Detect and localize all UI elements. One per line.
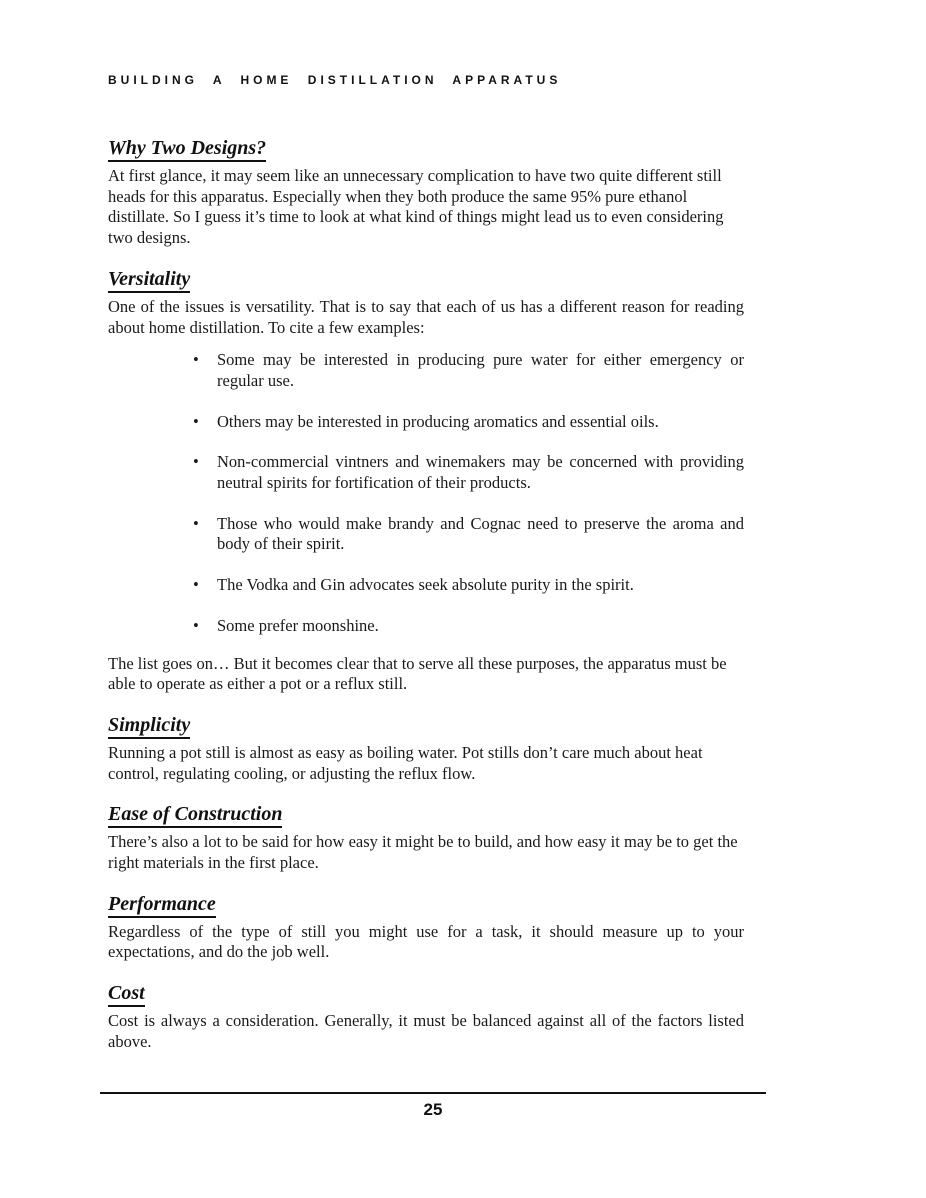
list-item-text: The Vodka and Gin advocates seek absolute purity in the spirit. <box>217 575 634 595</box>
paragraph: Cost is always a consideration. Generally, it must be balanced against all of the factors listed above. <box>108 1011 744 1051</box>
paragraph: There’s also a lot to be said for how easy it might be to build, and how easy it may be to get the right materials in the first place. <box>108 832 738 873</box>
bullet-icon: • <box>193 575 199 595</box>
page-content <box>108 136 744 1071</box>
running-header: BUILDING A HOME DISTILLATION APPARATUS <box>108 73 562 87</box>
list-item-text: Some may be interested in producing pure water for either emergency or regular use. <box>217 350 744 390</box>
footer-rule <box>100 1092 766 1094</box>
bullet-icon: • <box>193 452 199 472</box>
list-item <box>108 514 744 555</box>
paragraph: At first glance, it may seem like an unnecessary complication to have two quite different still heads for this apparatus. Especially when they both produce the same 95% pure ethanol distillate. So I guess it’s time to look at what kind of things might lead us to even considering two designs. <box>108 166 724 248</box>
section-ease-of-construction <box>108 802 744 873</box>
list-item <box>108 350 744 391</box>
page-number: 25 <box>423 1100 443 1119</box>
bullet-list <box>108 350 744 636</box>
heading-text: Performance <box>108 893 216 918</box>
list-item-text: Some prefer moonshine. <box>217 615 379 635</box>
paragraph: One of the issues is versatility. That is to say that each of us has a different reason for reading about home distillation. To cite a few examples: <box>108 296 744 337</box>
section-versitality <box>108 267 744 695</box>
heading-text: Simplicity <box>108 714 190 739</box>
heading-text: Ease of Construction <box>108 803 282 828</box>
section-simplicity <box>108 713 744 784</box>
list-item-text: Non-commercial vintners and winemakers may be concerned with providing neutral spirits for fortification of their products. <box>217 452 744 493</box>
list-item-text: Others may be interested in producing aromatics and essential oils. <box>217 411 659 431</box>
section-why-two-designs <box>108 136 744 249</box>
section-heading-versitality <box>108 267 744 292</box>
section-performance <box>108 892 744 963</box>
section-cost <box>108 981 744 1052</box>
paragraph: Regardless of the type of still you might use for a task, it should measure up to your expectations, and do the job well. <box>108 921 744 962</box>
list-item <box>108 575 744 596</box>
list-item <box>108 616 744 637</box>
paragraph: Running a pot still is almost as easy as boiling water. Pot stills don’t care much about heat control, regulating cooling, or adjusting the reflux flow. <box>108 742 703 783</box>
bullet-icon: • <box>193 411 199 431</box>
section-heading-simplicity <box>108 713 744 738</box>
bullet-icon: • <box>193 513 199 533</box>
list-item <box>108 412 744 433</box>
heading-text: Why Two Designs? <box>108 137 266 162</box>
bullet-icon: • <box>193 615 199 635</box>
section-heading-why-two-designs <box>108 136 744 161</box>
list-item <box>108 452 744 493</box>
bullet-icon: • <box>193 350 199 370</box>
paragraph: The list goes on… But it becomes clear that to serve all these purposes, the apparatus must be able to operate as either a pot or a reflux still. <box>108 653 727 694</box>
list-item-text: Those who would make brandy and Cognac need to preserve the aroma and body of their spirit. <box>217 513 744 554</box>
section-heading-performance <box>108 892 744 917</box>
section-heading-cost <box>108 981 744 1006</box>
section-heading-ease-of-construction <box>108 802 744 827</box>
heading-text: Versitality <box>108 268 190 293</box>
heading-text: Cost <box>108 982 145 1007</box>
